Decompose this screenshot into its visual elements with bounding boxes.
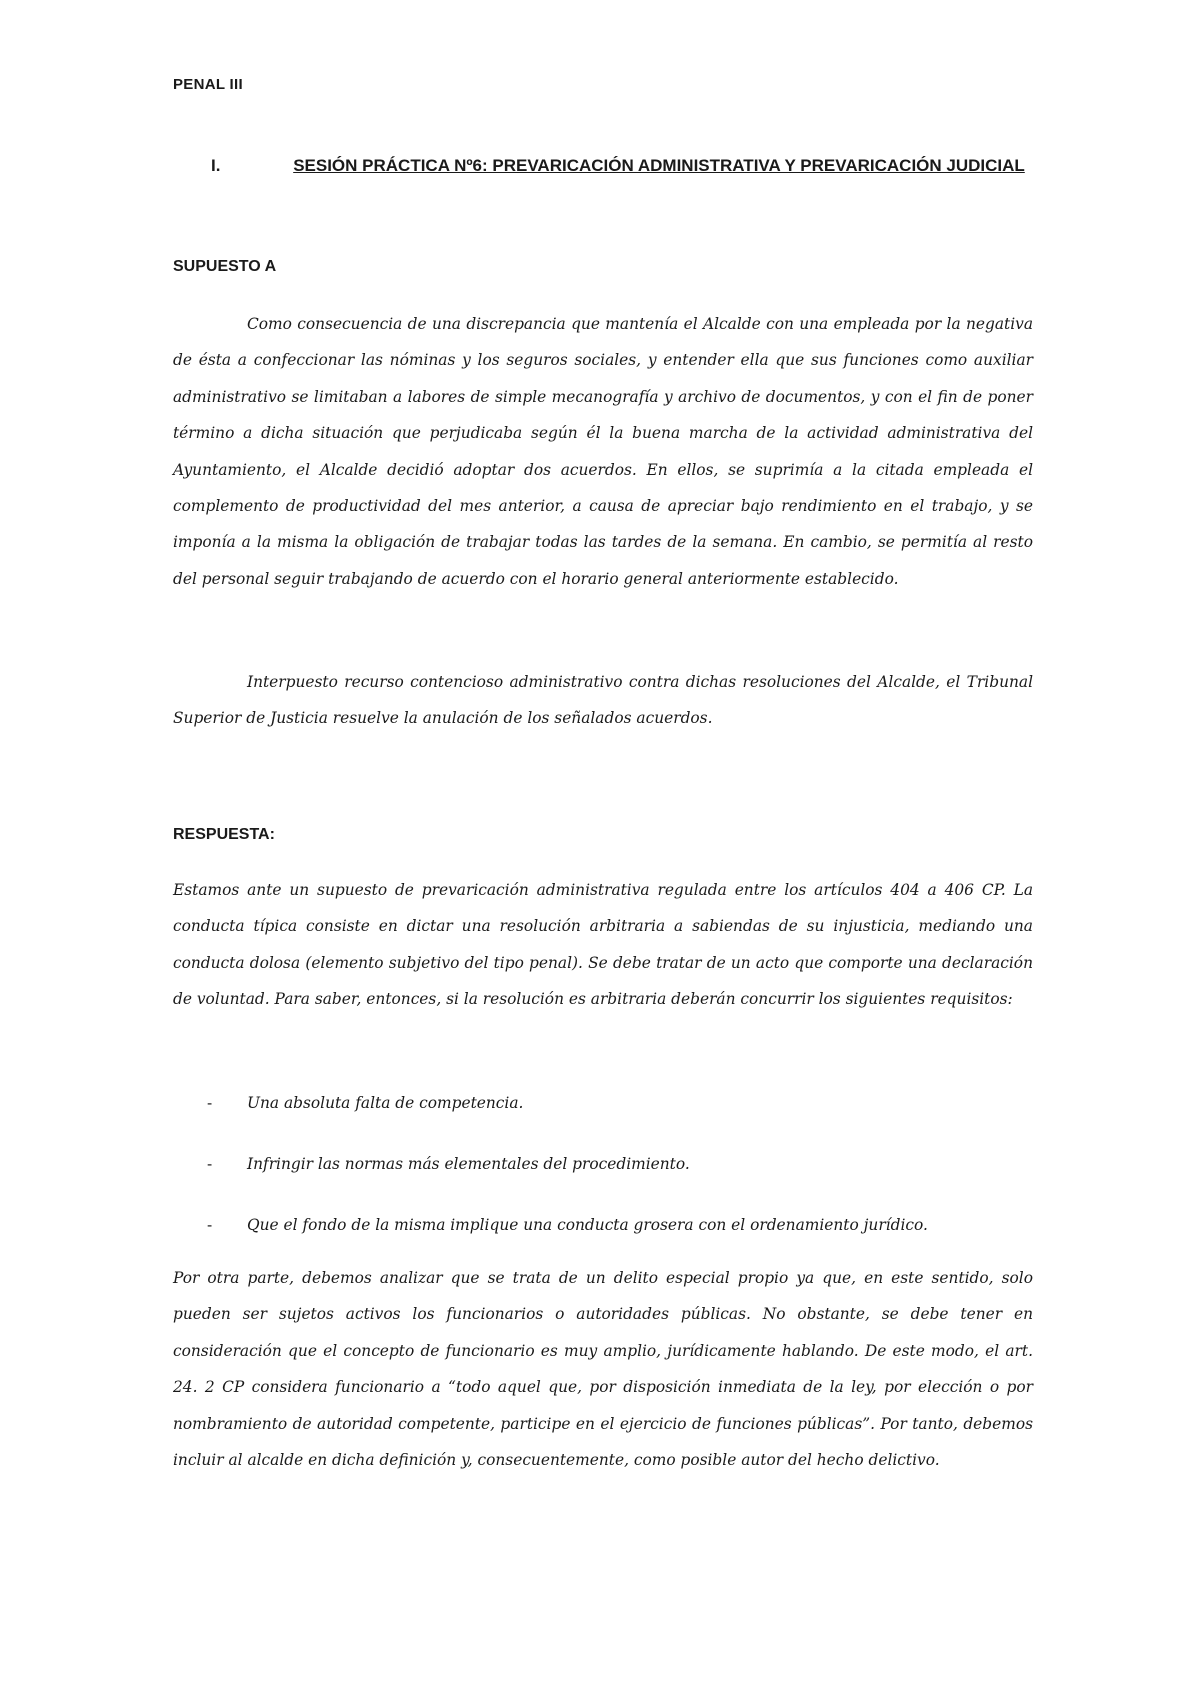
supuesto-heading: SUPUESTO A: [173, 258, 277, 275]
list-item: [173, 1207, 1033, 1268]
respuesta-closing-paragraph: Por otra parte, debemos analizar que se trata de un delito especial propio ya que, en este sentido, solo pueden ser sujetos activos los funcionarios o autoridades públicas. No obstante, se debe tener en consideración que el concepto de funcionario es muy amplio, jurídicamente hablando. De este modo, el art. 24. 2 CP considera funcionario a “todo aquel que, por disposición inmediata de la ley, por elección o por nombramiento de autoridad competente, participe en el ejercicio de funciones públicas”. Por tanto, debemos incluir al alcalde en dicha definición y, consecuentemente, como posible autor del hecho delictivo.: [173, 1269, 1033, 1470]
document-header-label: PENAL III: [173, 76, 243, 93]
list-bullet: -: [207, 1155, 213, 1173]
section-number: I.: [211, 156, 221, 175]
supuesto-paragraph: Interpuesto recurso contencioso administrativo contra dichas resoluciones del Alcalde, el Tribunal Superior de Justicia resuelve la anulación de los señalados acuerdos.: [173, 673, 1033, 728]
requirements-list: [173, 1085, 1033, 1268]
respuesta-intro-paragraph: Estamos ante un supuesto de prevaricación administrativa regulada entre los artículos 404 a 406 CP. La conducta típica consiste en dictar una resolución arbitraria a sabiendas de su injusticia, mediando una conducta dolosa (elemento subjetivo del tipo penal). Se debe tratar de un acto que comporte una declaración de voluntad. Para saber, entonces, si la resolución es arbitraria deberán concurrir los siguientes requisitos:: [173, 881, 1033, 1009]
supuesto-paragraph: Como consecuencia de una discrepancia que mantenía el Alcalde con una empleada por la negativa de ésta a confeccionar las nóminas y los seguros sociales, y entender ella que sus funciones como auxiliar administrativo se limitaban a labores de simple mecanografía y archivo de documentos, y con el fin de poner término a dicha situación que perjudicaba según él la buena marcha de la actividad administrativa del Ayuntamiento, el Alcalde decidió adoptar dos acuerdos. En ellos, se suprimía a la citada empleada el complemento de productividad del mes anterior, a causa de apreciar bajo rendimiento en el trabajo, y se imponía a la misma la obligación de trabajar todas las tardes de la semana. En cambio, se permitía al resto del personal seguir trabajando de acuerdo con el horario general anteriormente establecido.: [173, 315, 1033, 588]
list-item-text: Una absoluta falta de competencia.: [247, 1094, 524, 1112]
list-bullet: -: [207, 1094, 213, 1112]
section-title-text: SESIÓN PRÁCTICA Nº6: PREVARICACIÓN ADMINISTRATIVA Y PREVARICACIÓN JUDICIAL: [293, 156, 1025, 175]
list-item-text: Infringir las normas más elementales del procedimiento.: [247, 1155, 690, 1173]
list-item: [173, 1146, 1033, 1207]
list-bullet: -: [207, 1216, 213, 1234]
respuesta-heading: RESPUESTA:: [173, 826, 275, 843]
list-item: [173, 1085, 1033, 1146]
section-title: [173, 156, 1033, 184]
list-item-text: Que el fondo de la misma implique una conducta grosera con el ordenamiento jurídico.: [247, 1216, 928, 1234]
